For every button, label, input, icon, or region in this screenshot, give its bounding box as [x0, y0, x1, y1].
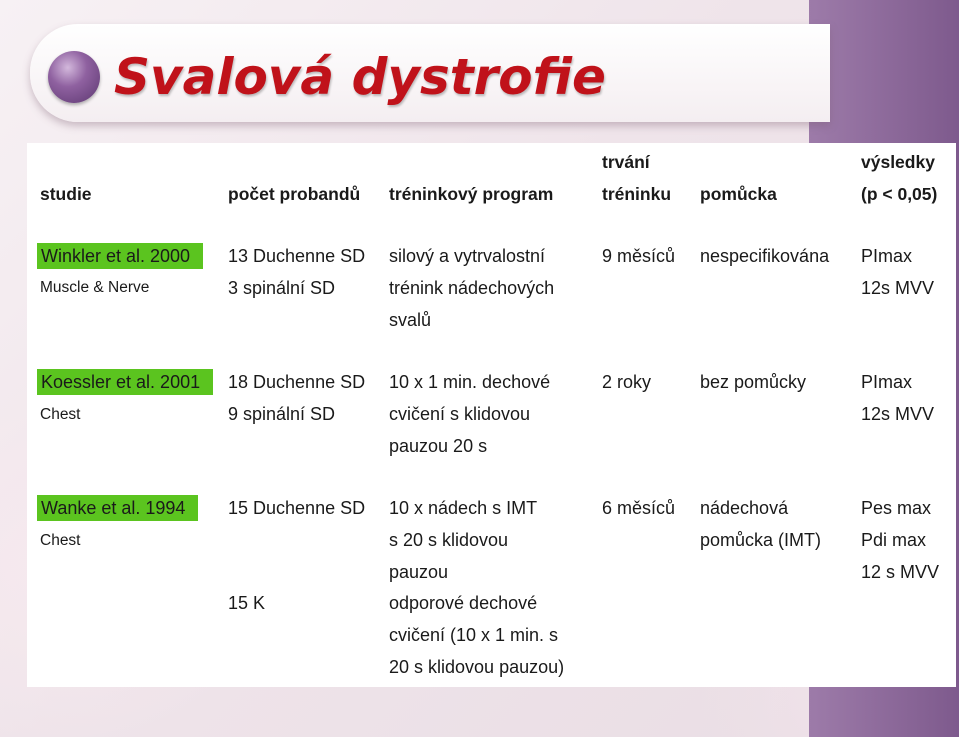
result-line: Pdi max: [861, 530, 927, 550]
result-line: 12s MVV: [861, 404, 935, 424]
program-line: 20 s klidovou pauzou): [389, 657, 565, 677]
study-highlight-winkler: Winkler et al. 2000: [37, 243, 203, 269]
col-header-study: studie: [40, 184, 92, 204]
subjects-line: 9 spinální SD: [228, 404, 336, 424]
duration-value: 9 měsíců: [602, 246, 676, 266]
result-line: Pes max: [861, 498, 932, 518]
study-journal: Chest: [40, 406, 81, 423]
program-line: pauzou 20 s: [389, 436, 488, 456]
title-bullet-icon: [48, 51, 100, 103]
col-header-results-line2: (p < 0,05): [861, 184, 938, 204]
study-highlight-koessler: Koessler et al. 2001: [37, 369, 213, 395]
col-header-aid: pomůcka: [700, 184, 777, 204]
col-header-program: tréninkový program: [389, 184, 554, 204]
subjects-line: 3 spinální SD: [228, 278, 336, 298]
aid-value: bez pomůcky: [700, 372, 807, 392]
col-header-results-line1: výsledky: [861, 152, 935, 172]
study-journal: Muscle & Nerve: [40, 279, 150, 296]
program-line: 10 x 1 min. dechové: [389, 372, 551, 392]
col-header-subjects: počet probandů: [228, 184, 361, 204]
program-line: trénink nádechových: [389, 278, 555, 298]
aid-line: nádechová: [700, 498, 789, 518]
program-line: 10 x nádech s IMT: [389, 498, 538, 518]
duration-value: 2 roky: [602, 372, 652, 392]
program-line: s 20 s klidovou: [389, 530, 509, 550]
result-line: 12 s MVV: [861, 562, 940, 582]
subjects-line: 18 Duchenne SD: [228, 372, 366, 392]
col-header-duration-line2: tréninku: [602, 184, 672, 204]
subjects-line: 15 Duchenne SD: [228, 498, 366, 518]
study-journal: Chest: [40, 532, 81, 549]
program-line: svalů: [389, 310, 432, 330]
aid-value: nespecifikována: [700, 246, 830, 266]
result-line: PImax: [861, 372, 913, 392]
aid-line: pomůcka (IMT): [700, 530, 822, 550]
program-line: odporové dechové: [389, 593, 538, 613]
program-line: pauzou: [389, 562, 449, 582]
result-line: PImax: [861, 246, 913, 266]
duration-value: 6 měsíců: [602, 498, 676, 518]
slide-title: Svalová dystrofie: [114, 48, 606, 106]
result-line: 12s MVV: [861, 278, 935, 298]
study-highlight-wanke: Wanke et al. 1994: [37, 495, 198, 521]
subjects-line: 15 K: [228, 593, 266, 613]
program-line: cvičení (10 x 1 min. s: [389, 625, 559, 645]
col-header-duration-line1: trvání: [602, 152, 650, 172]
program-line: cvičení s klidovou: [389, 404, 531, 424]
program-line: silový a vytrvalostní: [389, 246, 546, 266]
subjects-line: 13 Duchenne SD: [228, 246, 366, 266]
